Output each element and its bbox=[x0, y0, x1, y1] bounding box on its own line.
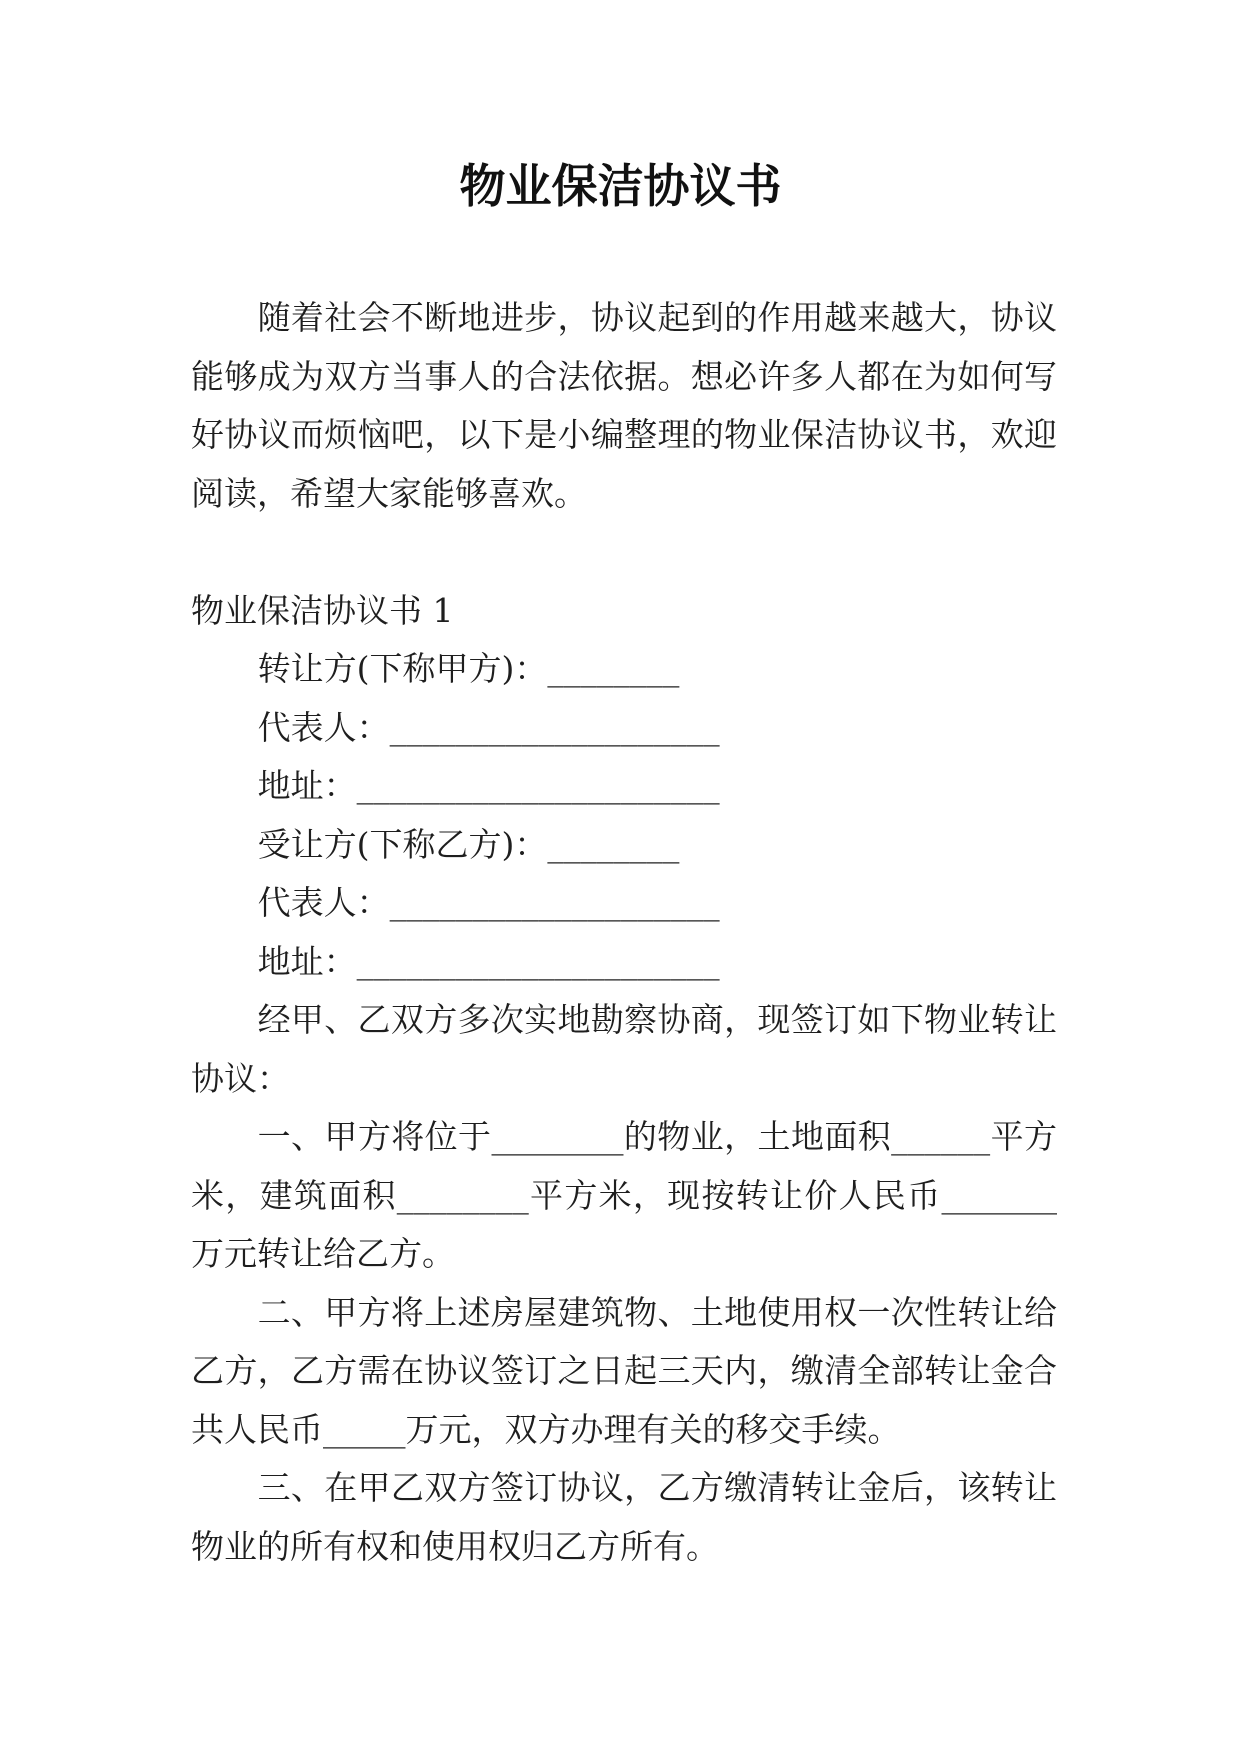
clause-2-line: 二、甲方将上述房屋建筑物、土地使用权一次性转让给 bbox=[257, 1292, 1057, 1332]
document-body bbox=[191, 289, 1057, 1576]
agreement-preamble-line: 协议： bbox=[191, 1058, 290, 1098]
clause-3-line: 物业的所有权和使用权归乙方所有。 bbox=[191, 1526, 719, 1566]
transferor-address-line: 地址：______________________ bbox=[257, 766, 720, 805]
clause-1-line: 米，建筑面积________平方米，现按转让价人民币_______ bbox=[191, 1175, 1057, 1215]
transferee-address-line: 地址：______________________ bbox=[257, 941, 720, 981]
document-title: 物业保洁协议书 bbox=[459, 159, 782, 213]
clause-1-line: 一、甲方将位于________的物业，土地面积______平方 bbox=[257, 1117, 1057, 1156]
transferor-representative-line: 代表人：____________________ bbox=[257, 707, 720, 747]
transferee-representative-line: 代表人：____________________ bbox=[257, 883, 720, 922]
section-heading: 物业保洁协议书 1 bbox=[191, 590, 454, 630]
clause-1-line: 万元转让给乙方。 bbox=[191, 1234, 455, 1273]
clause-2-line: 共人民币_____万元，双方办理有关的移交手续。 bbox=[191, 1409, 901, 1449]
clause-2-line: 乙方，乙方需在协议签订之日起三天内，缴清全部转让金合 bbox=[191, 1351, 1057, 1390]
transferee-line: 受让方(下称乙方)：________ bbox=[257, 824, 680, 864]
transferor-line: 转让方(下称甲方)：________ bbox=[257, 649, 680, 688]
intro-line: 能够成为双方当事人的合法依据。想必许多人都在为如何写 bbox=[191, 356, 1057, 396]
intro-line: 阅读，希望大家能够喜欢。 bbox=[191, 473, 587, 513]
intro-line: 好协议而烦恼吧，以下是小编整理的物业保洁协议书，欢迎 bbox=[191, 415, 1057, 454]
clause-3-line: 三、在甲乙双方签订协议，乙方缴清转让金后，该转让 bbox=[257, 1468, 1057, 1507]
intro-line: 随着社会不断地进步，协议起到的作用越来越大，协议 bbox=[257, 298, 1057, 337]
agreement-preamble-line: 经甲、乙双方多次实地勘察协商，现签订如下物业转让 bbox=[257, 1000, 1057, 1039]
blank-line bbox=[191, 523, 1057, 582]
